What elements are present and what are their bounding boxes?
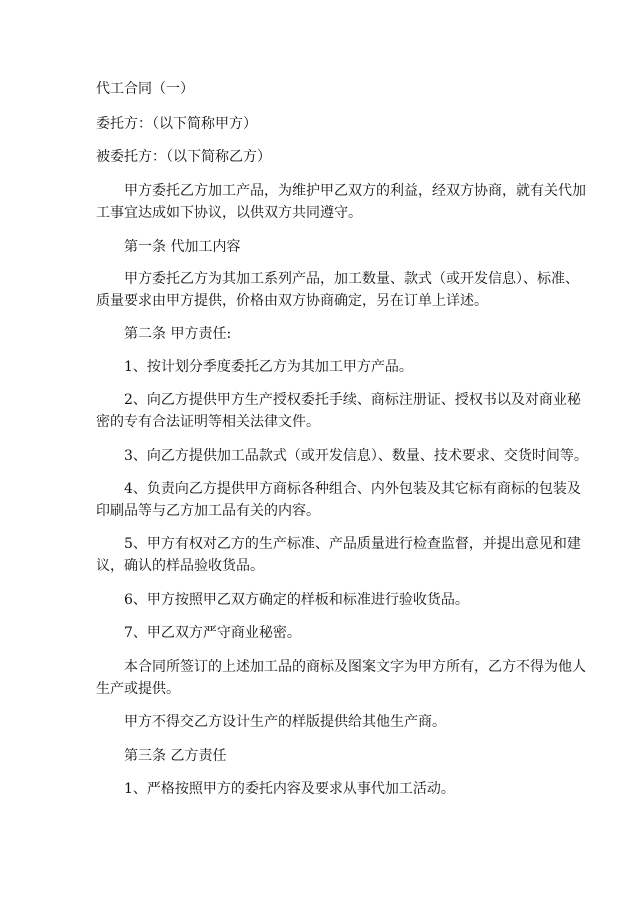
intro-line-2: 工事宜达成如下协议，以供双方共同遵守。 <box>96 205 362 221</box>
article-3-item-1: 1、严格按照甲方的委托内容及要求从事代加工活动。 <box>124 781 455 797</box>
article-2-item-5-line-2: 议，确认的样品验收货品。 <box>96 558 264 574</box>
contractor-line: 被委托方：（以下简称乙方） <box>96 149 271 165</box>
article-1-heading: 第一条 代加工内容 <box>124 239 241 255</box>
article-2-item-1: 1、按计划分季度委托乙方为其加工甲方产品。 <box>124 359 413 375</box>
trademark-paragraph-line-2: 生产或提供。 <box>96 681 180 697</box>
intro-line-1: 甲方委托乙方加工产品，为维护甲乙双方的利益，经双方协商，就有关代加 <box>124 183 586 199</box>
samples-paragraph: 甲方不得交乙方设计生产的样版提供给其他生产商。 <box>124 714 446 730</box>
article-2-item-2-line-2: 密的专有合法证明等相关法律文件。 <box>96 414 320 430</box>
article-2-item-2-line-1: 2、向乙方提供甲方生产授权委托手续、商标注册证、授权书以及对商业秘 <box>124 392 581 408</box>
article-2-item-6: 6、甲方按照甲乙双方确定的样板和标准进行验收货品。 <box>124 592 469 608</box>
article-2-item-5-line-1: 5、甲方有权对乙方的生产标准、产品质量进行检查监督，并提出意见和建 <box>124 536 581 552</box>
article-1-body-line-2: 质量要求由甲方提供，价格由双方协商确定，另在订单上详述。 <box>96 293 488 309</box>
article-2-item-4-line-1: 4、负责向乙方提供甲方商标各种组合、内外包装及其它标有商标的包装及 <box>124 481 581 497</box>
article-2-heading: 第二条 甲方责任: <box>124 326 232 342</box>
article-1-body-line-1: 甲方委托乙方为其加工系列产品，加工数量、款式（或开发信息）、标准、 <box>124 271 579 287</box>
contract-title: 代工合同（一） <box>96 81 194 97</box>
client-line: 委托方：（以下简称甲方） <box>96 116 257 132</box>
article-2-item-3: 3、向乙方提供加工品款式（或开发信息）、数量、技术要求、交货时间等。 <box>124 448 588 464</box>
article-3-heading: 第三条 乙方责任 <box>124 748 227 764</box>
article-2-item-7: 7、甲乙双方严守商业秘密。 <box>124 625 301 641</box>
article-2-item-4-line-2: 印刷品等与乙方加工品有关的内容。 <box>96 503 320 519</box>
trademark-paragraph-line-1: 本合同所签订的上述加工品的商标及图案文字为甲方所有，乙方不得为他人 <box>124 659 586 675</box>
